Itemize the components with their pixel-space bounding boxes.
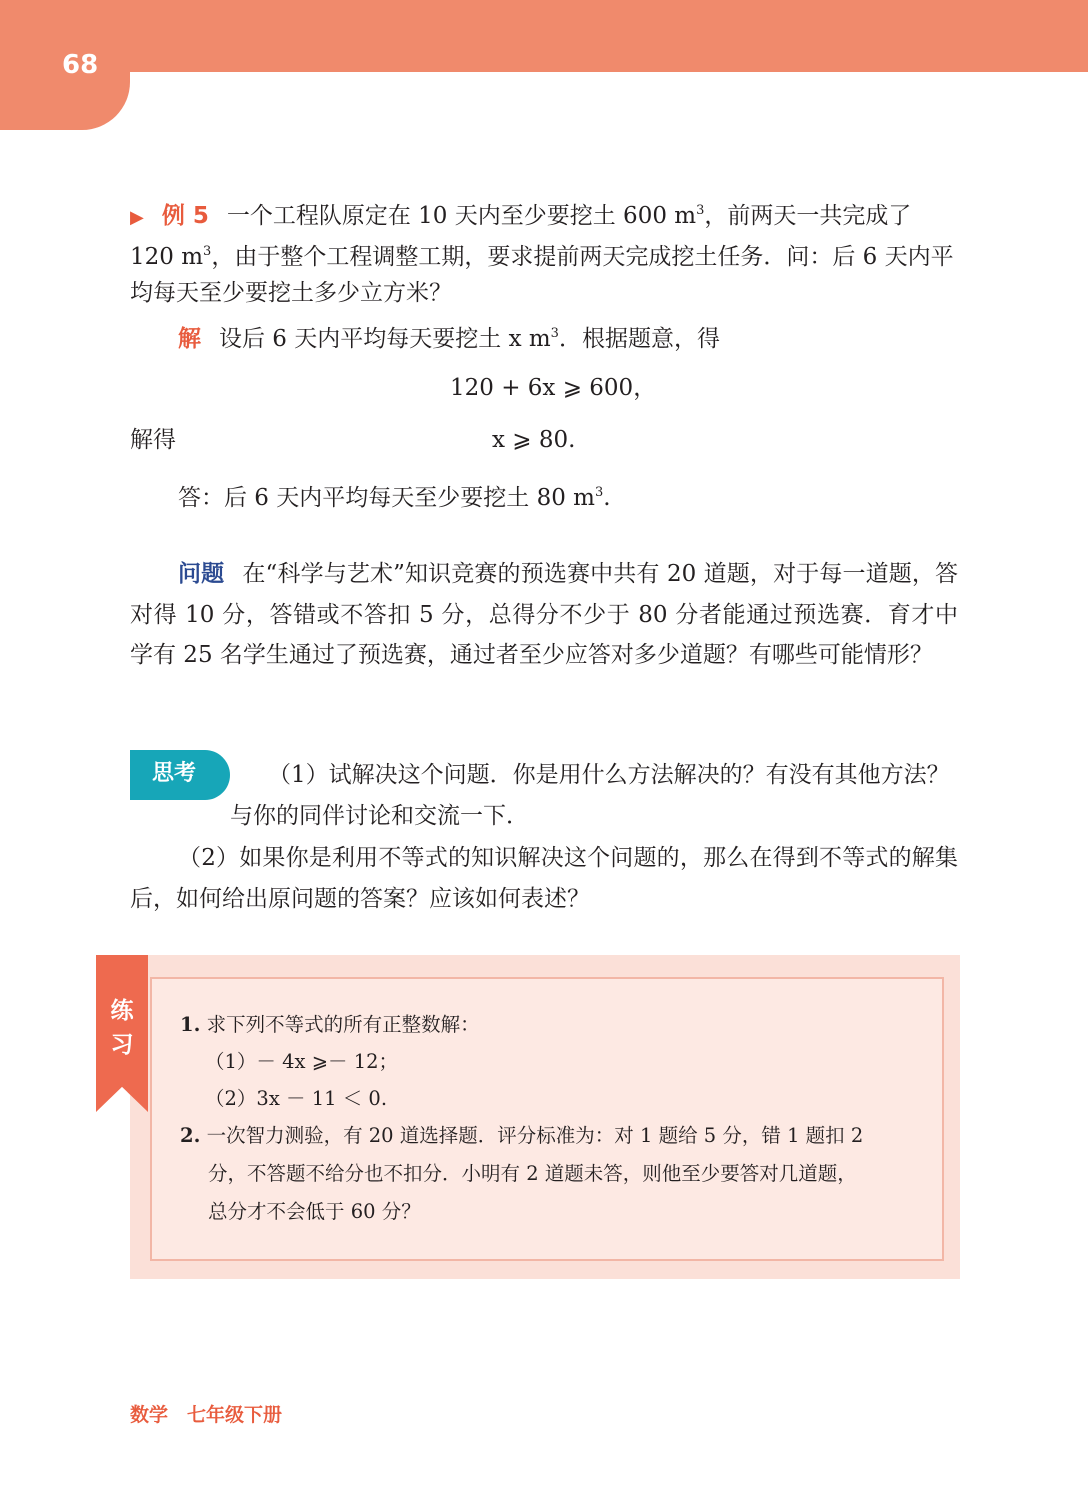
play-arrow-icon: ▶ xyxy=(130,207,144,228)
problem-text: 在“科学与艺术”知识竞赛的预选赛中共有 20 道题，对于每一道题，答对得 10 分，答错或不答扣 5 分，总得分不少于 80 分者能通过预选赛．育才中学有 25 名学生通过了预选赛，通过者至少应答对多少道题？有哪些可能情形？ xyxy=(130,561,959,668)
exercise-item-1 xyxy=(180,1010,480,1040)
think-question-1: （1）试解决这个问题．你是用什么方法解决的？有没有其他方法？ xyxy=(268,762,950,788)
header-bar xyxy=(0,0,1088,72)
solution-text-tail: ．根据题意，得 xyxy=(558,326,720,352)
think-question-1-cont: 与你的同伴讨论和交流一下． xyxy=(230,803,529,829)
page-number: 68 xyxy=(62,50,99,80)
problem-label: 问题 xyxy=(178,561,225,587)
exercise-item-1b: （2）3x － 11 ＜ 0. xyxy=(205,1087,388,1110)
solved-label: 解得 xyxy=(130,427,176,453)
think-label: 思考 xyxy=(152,761,197,786)
book-title-footer: 数学 七年级下册 xyxy=(130,1404,283,1426)
problem-paragraph xyxy=(130,554,958,676)
exercise-label-1: 练 xyxy=(110,998,134,1024)
answer-tail: . xyxy=(603,485,611,511)
solution-label: 解 xyxy=(178,326,201,352)
exercise-item-2-line-3: 总分才不会低于 60 分？ xyxy=(208,1200,421,1223)
unit-exponent: 3 xyxy=(594,485,604,500)
example-text-2-tail: ，由于整个工程调整工期，要求提前两天完成挖土任务．问：后 6 天内平 xyxy=(211,244,954,270)
example-text-2: 120 m xyxy=(130,244,204,270)
example-label: 例 5 xyxy=(161,203,209,229)
exercise-item-1a: （1）－ 4x ⩾－ 12； xyxy=(205,1050,399,1073)
example-text-1: 一个工程队原定在 10 天内至少要挖土 600 m xyxy=(226,203,697,229)
answer-text: 答：后 6 天内平均每天至少要挖土 80 m xyxy=(178,485,595,511)
inequality: 120 + 6x ⩾ 600， xyxy=(450,375,657,401)
example-line-1 xyxy=(130,195,911,234)
think-question-2: （2）如果你是利用不等式的知识解决这个问题的，那么在得到不等式的解集后，如何给出原问题的答案？应该如何表述？ xyxy=(130,845,958,912)
unit-exponent: 3 xyxy=(696,203,705,218)
exercise-item-2-text: 一次智力测验，有 20 道选择题．评分标准为：对 1 题给 5 分，错 1 题扣 2 xyxy=(206,1124,864,1147)
answer-line xyxy=(178,477,611,514)
example-text-1-tail: ，前两天一共完成了 xyxy=(704,203,912,229)
exercise-item-2-line-2: 分，不答题不给分也不扣分．小明有 2 道题未答，则他至少要答对几道题， xyxy=(208,1162,857,1185)
solved-result: x ⩾ 80. xyxy=(492,427,576,453)
example-line-2 xyxy=(130,236,954,273)
solution-line xyxy=(178,318,720,355)
exercise-item-1-text: 求下列不等式的所有正整数解： xyxy=(206,1013,480,1036)
unit-exponent: 3 xyxy=(550,326,559,341)
exercise-item-2-number: 2. xyxy=(180,1124,201,1147)
solution-text: 设后 6 天内平均每天要挖土 x m xyxy=(219,326,551,352)
exercise-item-2 xyxy=(180,1121,863,1151)
unit-exponent: 3 xyxy=(203,244,212,259)
exercise-label-2: 习 xyxy=(110,1032,134,1058)
example-line-3: 均每天至少要挖土多少立方米？ xyxy=(130,280,452,306)
exercise-item-1-number: 1. xyxy=(180,1013,201,1036)
